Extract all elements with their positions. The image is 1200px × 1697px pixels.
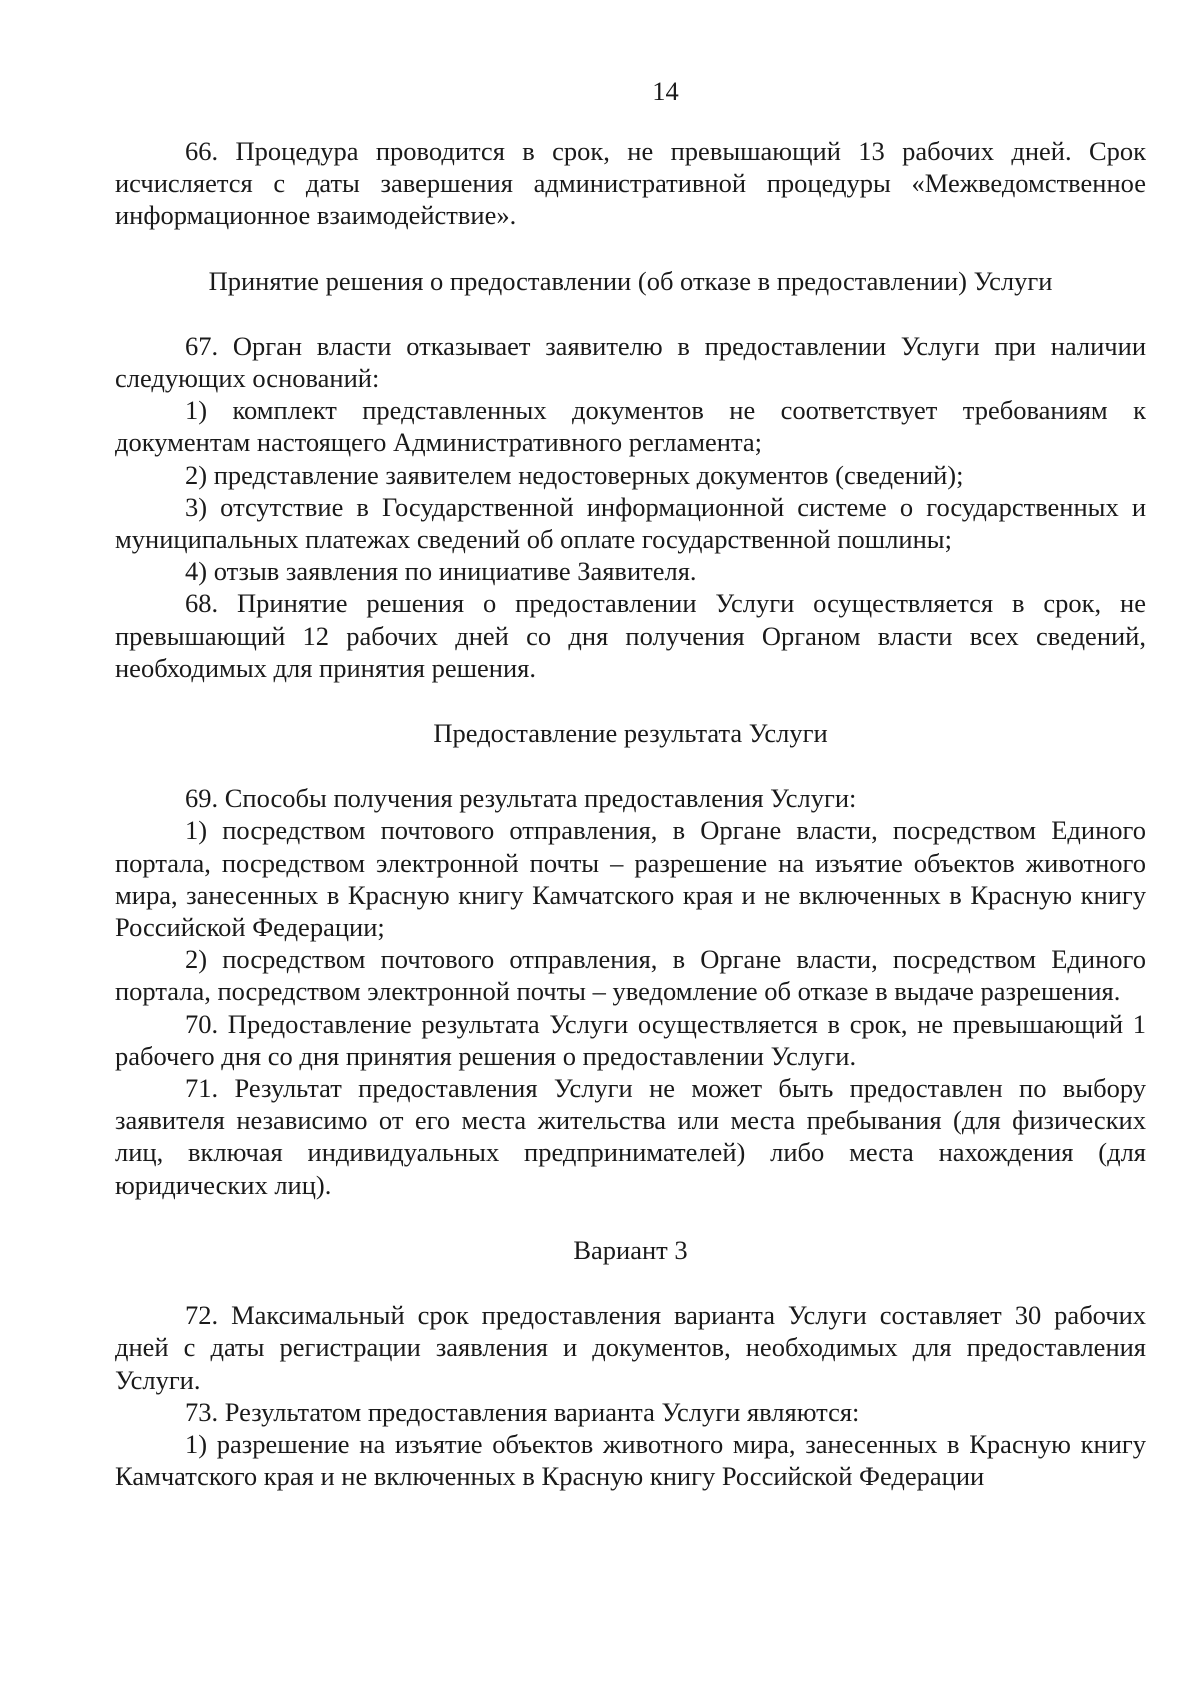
paragraph-71: 71. Результат предоставления Услуги не может быть предоставлен по выбору заявителя независимо от его места жительства или места пребывания (для физических лиц, включая индивидуальных предпринимателей) либо места нахождения (для юридических лиц). [115, 1073, 1146, 1200]
section-heading-decision: Принятие решения о предоставлении (об отказе в предоставлении) Услуги [208, 265, 1053, 296]
paragraph-68: 68. Принятие решения о предоставлении Услуги осуществляется в срок, не превышающий 12 рабочих дней со дня получения Органом власти всех сведений, необходимых для принятия решения. [115, 588, 1146, 683]
section-heading-result: Предоставление результата Услуги [433, 718, 828, 749]
paragraph-72: 72. Максимальный срок предоставления варианта Услуги составляет 30 рабочих дней с даты регистрации заявления и документов, необходимых для предоставления Услуги. [115, 1300, 1146, 1395]
paragraph-70: 70. Предоставление результата Услуги осуществляется в срок, не превышающий 1 рабочего дня со дня принятия решения о предоставлении Услуги. [115, 1008, 1146, 1071]
paragraph-67-item-2: 2) представление заявителем недостоверных документов (сведений); [185, 459, 964, 490]
paragraph-66: 66. Процедура проводится в срок, не превышающий 13 рабочих дней. Срок исчисляется с даты завершения административной процедуры «Межведомственное информационное взаимодействие». [115, 136, 1146, 231]
paragraph-67: 67. Орган власти отказывает заявителю в предоставлении Услуги при наличии следующих оснований: [115, 330, 1146, 394]
paragraph-69: 69. Способы получения результата предоставления Услуги: [185, 783, 857, 814]
page-number: 14 [652, 76, 679, 106]
paragraph-73: 73. Результатом предоставления варианта Услуги являются: [185, 1396, 860, 1427]
paragraph-73-item-1: 1) разрешение на изъятие объектов животного мира, занесенных в Красную книгу Камчатского края и не включенных в Красную книгу Российской Федерации [115, 1428, 1146, 1492]
paragraph-67-item-4: 4) отзыв заявления по инициативе Заявителя. [185, 556, 697, 587]
paragraph-69-item-1: 1) посредством почтового отправления, в Органе власти, посредством Единого портала, посредством электронной почты – разрешение на изъятие объектов животного мира, занесенных в Красную книгу Камчатского края и не включенных в Красную книгу Российской Федерации; [115, 815, 1146, 943]
paragraph-67-item-1: 1) комплект представленных документов не соответствует требованиям к документам настоящего Административного регламента; [115, 395, 1146, 458]
paragraph-67-item-3: 3) отсутствие в Государственной информационной системе о государственных и муниципальных платежах сведений об оплате государственной пошлины; [115, 491, 1146, 555]
document-page [115, 0, 1146, 1697]
paragraph-69-item-2: 2) посредством почтового отправления, в Органе власти, посредством Единого портала, посредством электронной почты – уведомление об отказе в выдаче разрешения. [115, 944, 1146, 1007]
document-body [115, 135, 1146, 1492]
section-heading-variant: Вариант 3 [573, 1234, 688, 1265]
